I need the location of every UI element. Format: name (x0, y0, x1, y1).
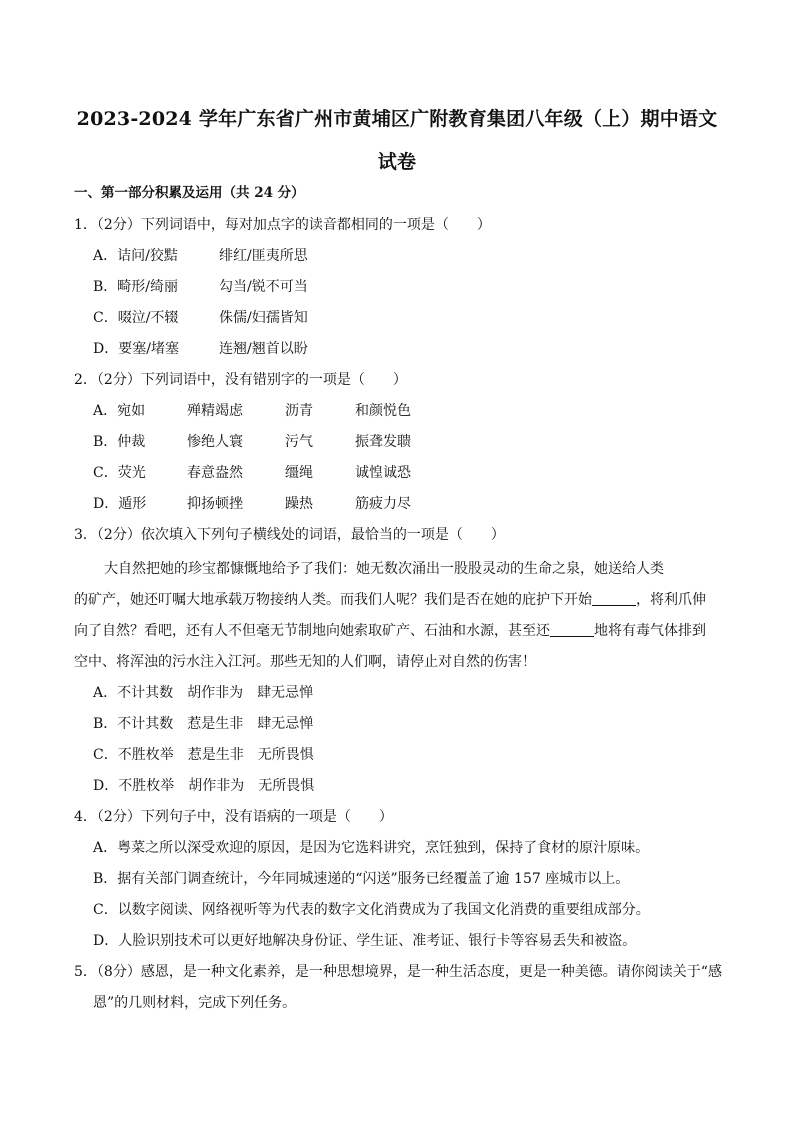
q3-passage-line4: 空中、将浑浊的污水注入江河。那些无知的人们啊，请停止对自然的伤害！ (74, 654, 536, 670)
q4-option-b[interactable]: B．据有关部门调查统计，今年同城速递的“闪送”服务已经覆盖了逾 157 座城市以上。 (93, 871, 630, 887)
question-5-stem-line2: 恩”的几则材料，完成下列任务。 (93, 995, 297, 1011)
q1-b-word1: B．畸形/绮丽 (93, 279, 179, 295)
question-1-stem: 1．（2分）下列词语中，每对加点字的读音都相同的一项是（ ） (74, 217, 491, 233)
q2-c-word1: C．荧光 (93, 465, 146, 481)
q2-c-word4: 诚惶诚恐 (355, 465, 411, 481)
q2-c-word3: 缰绳 (285, 465, 313, 481)
q2-b-word2: 惨绝人寰 (187, 434, 243, 450)
q3-blank-1[interactable] (592, 591, 636, 606)
q3-passage-line3-text-a: 向了自然？看吧，还有人不但毫无节制地向她索取矿产、石油和水源，甚至还 (74, 623, 550, 639)
q2-a-word3: 沥青 (285, 403, 313, 419)
q2-c-word2: 春意盎然 (187, 465, 243, 481)
q3-passage-line3 (74, 621, 706, 641)
question-5-stem-line1: 5．（8分）感恩，是一种文化素养，是一种思想境界，是一种生活态度，更是一种美德。请你阅读关于“感 (74, 964, 722, 980)
q3-passage-line2-text-b: ，将利爪伸 (636, 592, 706, 608)
q2-d-word2: 抑扬顿挫 (187, 496, 243, 512)
q3-option-c[interactable]: C．不胜枚举 惹是生非 无所畏惧 (93, 747, 314, 763)
q2-b-word4: 振聋发聩 (355, 434, 411, 450)
q1-d-word2: 连翘/翘首以盼 (219, 341, 308, 357)
section-heading: 一、第一部分积累及运用（共 24 分） (74, 185, 305, 201)
q1-b-word2: 勾当/锐不可当 (219, 279, 308, 295)
q2-d-word4: 筋疲力尽 (355, 496, 411, 512)
exam-title-line2: 试卷 (377, 151, 417, 173)
q4-option-c[interactable]: C．以数字阅读、网络视听等为代表的数字文化消费成为了我国文化消费的重要组成部分。 (93, 902, 650, 918)
q4-option-a[interactable]: A．粤菜之所以深受欢迎的原因，是因为它选料讲究，烹饪独到，保持了食材的原汁原味。 (93, 840, 650, 856)
q1-c-word2: 侏儒/妇孺皆知 (219, 310, 308, 326)
q3-passage-line2-text-a: 的矿产，她还叮嘱大地承载万物接纳人类。而我们人呢？我们是否在她的庇护下开始 (74, 592, 592, 608)
q2-b-word1: B．仲裁 (93, 434, 146, 450)
q1-a-word1: A．诘问/狡黠 (93, 248, 178, 264)
q3-passage-line1: 大自然把她的珍宝都慷慨地给予了我们：她无数次涌出一股股灵动的生命之泉，她送给人类 (104, 561, 664, 577)
question-3-stem: 3．（2分）依次填入下列句子横线处的词语，最恰当的一项是（ ） (74, 527, 505, 543)
q2-b-word3: 污气 (285, 434, 313, 450)
q4-option-d[interactable]: D．人脸识别技术可以更好地解决身份证、学生证、准考证、银行卡等容易丢失和被盗。 (93, 933, 637, 949)
q2-a-word1: A．宛如 (93, 403, 146, 419)
q3-option-a[interactable]: A．不计其数 胡作非为 肆无忌惮 (93, 685, 314, 701)
q2-d-word1: D．遁形 (93, 496, 147, 512)
question-4-stem: 4．（2分）下列句子中，没有语病的一项是（ ） (74, 809, 393, 825)
q3-option-d[interactable]: D．不胜枚举 胡作非为 无所畏惧 (93, 778, 315, 794)
q1-d-word1: D．要塞/堵塞 (93, 341, 179, 357)
q3-passage-line2 (74, 590, 706, 610)
q3-passage-line3-text-b: 地将有毒气体排到 (594, 623, 706, 639)
q3-blank-2[interactable] (550, 622, 594, 637)
question-2-stem: 2．（2分）下列词语中，没有错别字的一项是（ ） (74, 372, 407, 388)
q1-a-word2: 绯红/匪夷所思 (219, 248, 308, 264)
q3-option-b[interactable]: B．不计其数 惹是生非 肆无忌惮 (93, 716, 314, 732)
q2-a-word2: 殚精竭虑 (187, 403, 243, 419)
q2-d-word3: 躁热 (285, 496, 313, 512)
exam-title-line1: 2023-2024 学年广东省广州市黄埔区广附教育集团八年级（上）期中语文 (76, 108, 718, 130)
q2-a-word4: 和颜悦色 (355, 403, 411, 419)
q1-c-word1: C．啜泣/不辍 (93, 310, 179, 326)
